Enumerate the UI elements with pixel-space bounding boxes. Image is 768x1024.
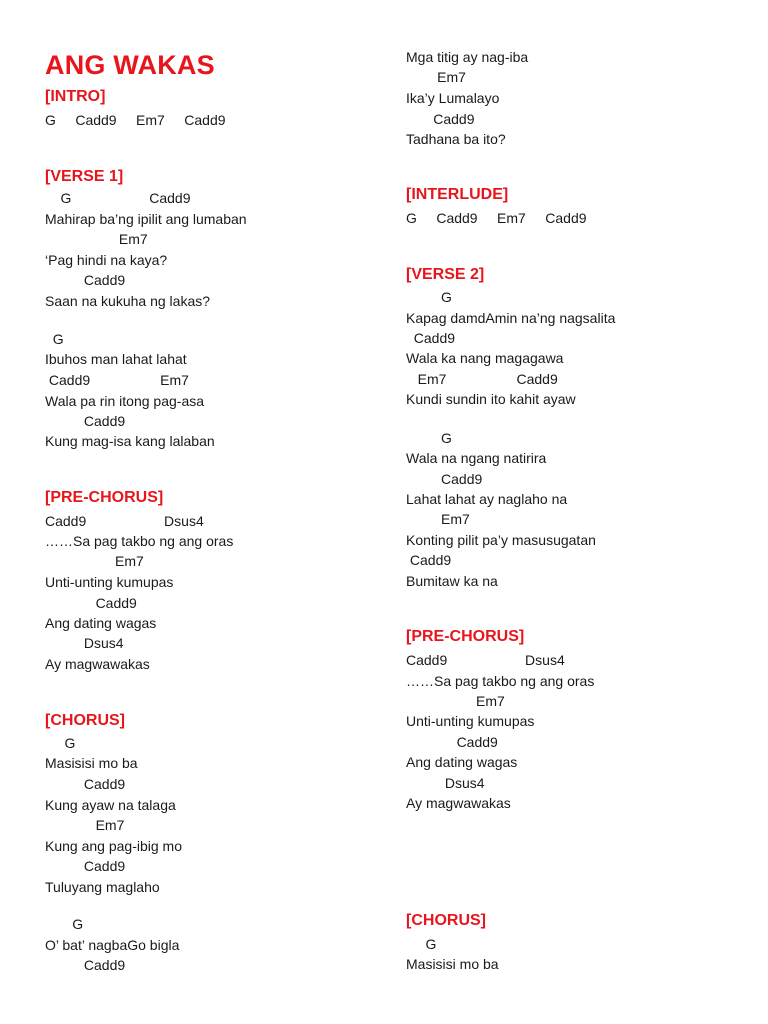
section-pre-chorus-2: [PRE-CHORUS]: [406, 628, 525, 645]
lyric-line: Kung ang pag-ibig mo: [45, 838, 182, 854]
chord-line: Em7: [406, 511, 470, 527]
lyric-line: Mahirap ba’ng ipilit ang lumaban: [45, 211, 247, 227]
lyric-line: Ay magwawakas: [406, 795, 511, 811]
chord-line: Cadd9: [406, 330, 456, 346]
lyric-line: Ay magwawakas: [45, 656, 150, 672]
chord-line: Cadd9: [45, 858, 126, 874]
chord-line: G: [406, 430, 452, 446]
lyric-line: Tadhana ba ito?: [406, 131, 506, 147]
chord-line: Cadd9 Em7: [45, 372, 189, 388]
chord-line: G: [45, 331, 64, 347]
lyric-line: Wala ka nang magagawa: [406, 350, 564, 366]
chord-line: G Cadd9 Em7 Cadd9: [406, 210, 587, 226]
lyric-line: Bumitaw ka na: [406, 573, 498, 589]
lyric-line: Tuluyang maglaho: [45, 879, 160, 895]
lyric-line: Kapag damdAmin na’ng nagsalita: [406, 310, 616, 326]
chord-line: Cadd9: [406, 734, 498, 750]
lyric-line: Unti-unting kumupas: [45, 574, 174, 590]
lyric-line: Kundi sundin ito kahit ayaw: [406, 391, 576, 407]
lyric-line: Mga titig ay nag-iba: [406, 49, 529, 65]
chord-line: Em7 Cadd9: [406, 371, 558, 387]
lyric-line: Konting pilit pa’y masusugatan: [406, 532, 596, 548]
lyric-line: Ang dating wagas: [406, 754, 518, 770]
chord-line: Cadd9 Dsus4: [406, 652, 565, 668]
chord-line: G: [45, 735, 76, 751]
chord-line: Cadd9: [406, 111, 475, 127]
chord-line: Em7: [45, 817, 125, 833]
lyric-line: Wala na ngang natirira: [406, 450, 547, 466]
section-verse-2: [VERSE 2]: [406, 266, 485, 283]
chord-line: Dsus4: [406, 775, 485, 791]
chord-line: G: [45, 916, 84, 932]
chord-line: G: [406, 936, 437, 952]
section-pre-chorus: [PRE-CHORUS]: [45, 489, 164, 506]
lyric-line: ……Sa pag takbo ng ang oras: [406, 673, 595, 689]
lyric-line: Masisisi mo ba: [45, 755, 138, 771]
chord-line: Em7: [406, 69, 466, 85]
lyric-line: Unti-unting kumupas: [406, 713, 535, 729]
section-interlude: [INTERLUDE]: [406, 186, 509, 203]
song-title: ANG WAKAS: [45, 50, 215, 80]
chord-line: Cadd9: [45, 957, 126, 973]
chord-line: Em7: [45, 553, 144, 569]
chord-line: G Cadd9 Em7 Cadd9: [45, 112, 226, 128]
lyric-line: ……Sa pag takbo ng ang oras: [45, 533, 234, 549]
chord-line: Dsus4: [45, 635, 124, 651]
section-chorus: [CHORUS]: [45, 712, 125, 729]
lyric-line: Lahat lahat ay naglaho na: [406, 491, 568, 507]
lyric-line: Saan na kukuha ng lakas?: [45, 293, 211, 309]
chord-line: Cadd9: [406, 552, 452, 568]
chord-line: Cadd9: [45, 595, 137, 611]
chord-line: Em7: [406, 693, 505, 709]
lyric-line: Kung mag-isa kang lalaban: [45, 433, 215, 449]
section-verse-1: [VERSE 1]: [45, 168, 124, 185]
lyric-line: Wala pa rin itong pag-asa: [45, 393, 205, 409]
section-intro: [INTRO]: [45, 88, 106, 105]
chord-line: Cadd9: [406, 471, 483, 487]
chord-line: Cadd9: [45, 272, 126, 288]
chord-line: G: [406, 289, 452, 305]
lyric-line: Ika’y Lumalayo: [406, 90, 500, 106]
lyric-line: O’ bat’ nagbaGo bigla: [45, 937, 180, 953]
lyric-line: Masisisi mo ba: [406, 956, 499, 972]
lyric-line: Ang dating wagas: [45, 615, 157, 631]
chord-line: G Cadd9: [45, 190, 191, 206]
section-chorus-2: [CHORUS]: [406, 912, 486, 929]
lyric-line: Kung ayaw na talaga: [45, 797, 176, 813]
chord-line: Cadd9: [45, 776, 126, 792]
lyric-line: ‘Pag hindi na kaya?: [45, 252, 168, 268]
chord-line: Cadd9 Dsus4: [45, 513, 204, 529]
chord-line: Cadd9: [45, 413, 126, 429]
chord-line: Em7: [45, 231, 148, 247]
lyric-line: Ibuhos man lahat lahat: [45, 351, 187, 367]
